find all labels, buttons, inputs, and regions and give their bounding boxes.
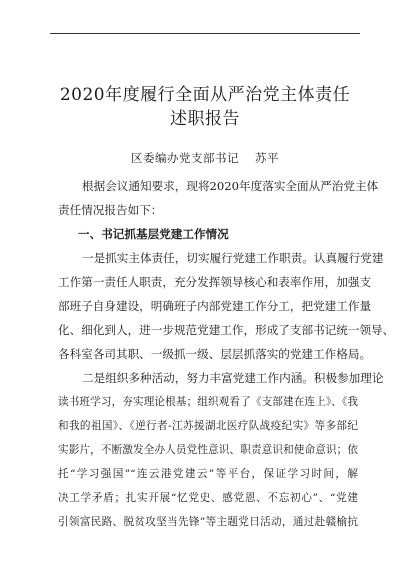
paragraph-line: 决工学矛盾；扎实开展“忆党史、感党恩、不忘初心”、“党建 (58, 492, 358, 504)
paragraph-line: 化、细化到人，进一步规范党建工作，形成了支部书记统一领导、 (58, 323, 395, 337)
paragraph-line: 部班子自身建设，明确班子内部党建工作分工，把党建工作量 (58, 299, 372, 313)
section-heading: 一、书记抓基层党建工作情况 (78, 227, 229, 241)
byline-name: 苏平 (255, 151, 279, 165)
paragraph-line: 引领富民路、脱贫攻坚当先锋”等主题党日活动，通过赴赣榆抗 (58, 516, 358, 528)
header-rule (50, 33, 360, 34)
intro-line: 责任情况报告如下： (58, 203, 163, 217)
byline-organization: 区委编办党支部书记 (131, 151, 239, 165)
paragraph-line: 一是抓实主体责任，切实履行党建工作职责。认真履行党建 (82, 251, 384, 265)
paragraph-line: 各科室各司其职、一级抓一级、层层抓落实的党建工作格局。 (58, 347, 372, 361)
byline (0, 150, 410, 166)
document-title-line-2: 述职报告 (170, 109, 240, 129)
paragraph-line: 工作第一责任人职责，充分发挥领导核心和表率作用，加强支 (58, 275, 372, 289)
paragraph-line: 实影片，不断激发全办人员党性意识、职责意识和使命意识；依 (58, 444, 358, 456)
paragraph-line: 读书班学习，夯实理论根基；组织观看了《支部建在连上》、《我 (58, 396, 358, 408)
paragraph-line: 二是组织多种活动，努力丰富党建工作内涵。积极参加理论 (82, 371, 384, 385)
paragraph-line: 托“学习强国”“连云港党建云”等平台，保证学习时间，解 (58, 468, 358, 480)
intro-line: 根据会议通知要求，现将2020年度落实全面从严治党主体 (82, 179, 379, 193)
paragraph-line: 和我的祖国》、《逆行者-江苏援湖北医疗队战疫纪实》等多部纪 (58, 420, 358, 432)
document-title-line-1: 2020年度履行全面从严治党主体责任 (59, 85, 351, 105)
report-body (58, 174, 395, 534)
